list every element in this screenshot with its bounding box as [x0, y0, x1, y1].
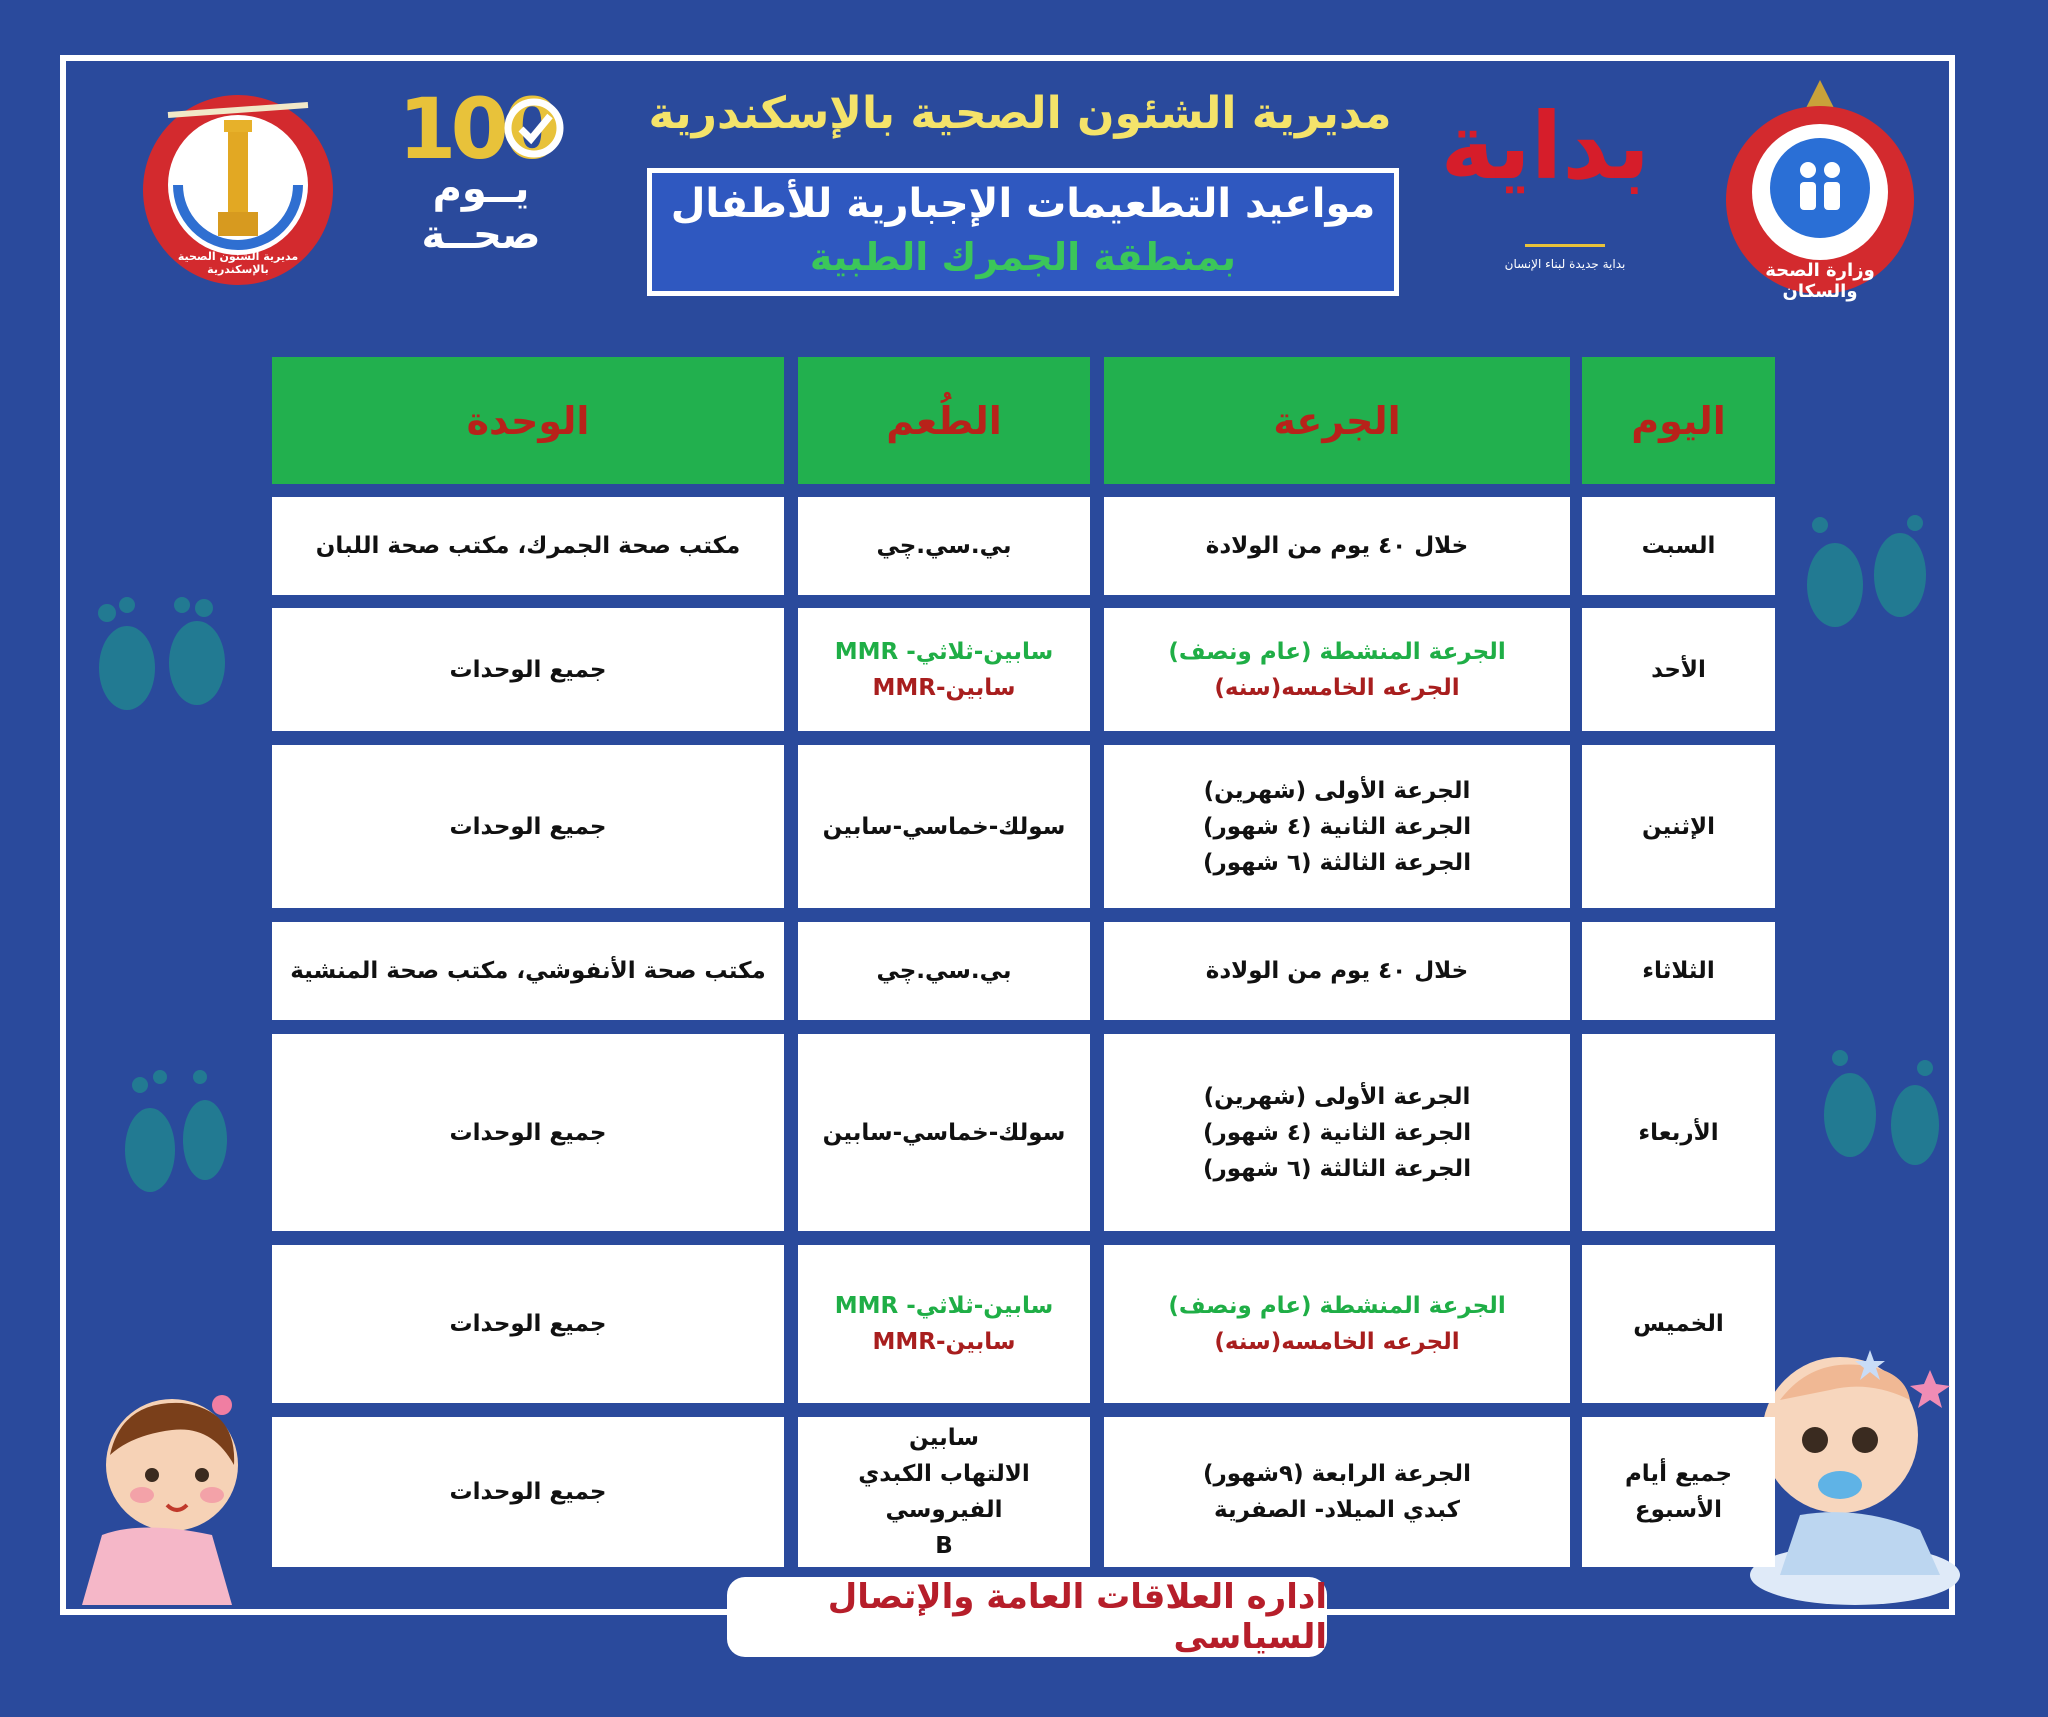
alexandria-health-logo — [138, 90, 338, 290]
table-row-day: الثلاثاء — [1582, 922, 1775, 1020]
dose-line: الجرعه الخامسه(سنه) — [1214, 1329, 1460, 1355]
dose-line: الجرعة الثالثة (٦ شهور) — [1202, 849, 1472, 876]
directorate-title: مديرية الشئون الصحية بالإسكندرية — [648, 88, 1392, 139]
header-day: اليوم — [1582, 357, 1775, 484]
header-unit: الوحدة — [272, 357, 784, 484]
table-row-vaccine — [798, 1245, 1090, 1403]
dose-line: الجرعة المنشطة (عام ونصف) — [1168, 1293, 1506, 1319]
star-icon — [1855, 1350, 1885, 1380]
table-row-unit: مكتب صحة الجمرك، مكتب صحة اللبان — [272, 497, 784, 595]
table-row-dose — [1104, 1034, 1570, 1231]
footprints-icon — [1790, 505, 1940, 635]
days100-text-health: صحــة — [421, 212, 541, 258]
vaccine-line: سابين-MMR — [872, 1329, 1016, 1355]
header-dose: الجرعة — [1104, 357, 1570, 484]
footer-department: اداره العلاقات العامة والإتصال السياسى — [727, 1577, 1327, 1657]
dose-line: الجرعة المنشطة (عام ونصف) — [1168, 638, 1506, 665]
table-row-dose — [1104, 497, 1570, 595]
dose-line: خلال ٤٠ يوم من الولادة — [1205, 958, 1469, 984]
vaccine-line: بي.سي.چي — [876, 533, 1012, 559]
vaccine-line: الالتهاب الكبدي الفيروسي — [858, 1461, 1030, 1523]
table-row-vaccine — [798, 1034, 1090, 1231]
vaccine-line: بي.سي.چي — [876, 958, 1012, 984]
alexandria-logo-text: مديرية الشئون الصحية بالإسكندرية — [177, 250, 299, 276]
vaccine-line: سابين — [909, 1425, 979, 1451]
vaccine-line: سابين-ثلاثي- MMR — [834, 1293, 1054, 1319]
table-row-dose — [1104, 608, 1570, 731]
dose-line: الجرعة الثانية (٤ شهور) — [1202, 813, 1472, 840]
vaccine-line: B — [935, 1533, 953, 1559]
dose-line: كبدي الميلاد- الصفرية — [1214, 1497, 1460, 1523]
days100-number: 100 — [398, 80, 556, 178]
subtitle-region: بمنطقة الجمرك الطبية — [809, 235, 1237, 279]
table-row-unit: جميع الوحدات — [272, 745, 784, 908]
footprints-icon — [72, 583, 242, 718]
table-row-dose — [1104, 1417, 1570, 1567]
bidaya-caption: بداية جديدة لبناء الإنسان — [1504, 257, 1626, 271]
footprints-icon — [110, 1055, 240, 1205]
header-vaccine: الطُعم — [798, 357, 1090, 484]
dose-line: الجرعة الثالثة (٦ شهور) — [1202, 1155, 1472, 1182]
vaccine-line: سابين-MMR — [872, 674, 1016, 701]
table-row-unit: جميع الوحدات — [272, 1417, 784, 1567]
vaccine-line: سابين-ثلاثي- MMR — [834, 638, 1054, 665]
subtitle-vaccination-schedule: مواعيد التطعيمات الإجبارية للأطفال — [670, 181, 1376, 227]
table-row-unit: جميع الوحدات — [272, 1034, 784, 1231]
vaccine-line: سولك-خماسي-سابين — [822, 813, 1066, 840]
table-row-dose — [1104, 1245, 1570, 1403]
footprints-icon — [1805, 1040, 1955, 1170]
table-row-unit: جميع الوحدات — [272, 608, 784, 731]
baby-girl-illustration — [62, 1385, 262, 1615]
ministry-of-health-logo — [1720, 70, 1920, 300]
bidaya-logo — [1440, 92, 1650, 302]
table-row-vaccine — [798, 745, 1090, 908]
subtitle-box — [647, 168, 1399, 296]
table-row-day: الإثنين — [1582, 745, 1775, 908]
table-row-day: السبت — [1582, 497, 1775, 595]
bidaya-title: بداية — [1440, 93, 1650, 200]
vaccine-line: سولك-خماسي-سابين — [822, 1119, 1066, 1146]
dose-line: خلال ٤٠ يوم من الولادة — [1205, 533, 1469, 559]
table-row-unit: مكتب صحة الأنفوشي، مكتب صحة المنشية — [272, 922, 784, 1020]
table-row-vaccine — [798, 922, 1090, 1020]
table-row-vaccine — [798, 497, 1090, 595]
table-row-day: الأربعاء — [1582, 1034, 1775, 1231]
table-row-unit: جميع الوحدات — [272, 1245, 784, 1403]
days100-logo — [396, 80, 576, 270]
table-row-day: جميع أيام الأسبوع — [1582, 1417, 1775, 1567]
table-row-day: الأحد — [1582, 608, 1775, 731]
table-row-vaccine — [798, 1417, 1090, 1567]
dose-line: الجرعة الأولى (شهرين) — [1203, 1083, 1471, 1110]
table-row-vaccine — [798, 608, 1090, 731]
days100-text-day: يــوم — [432, 166, 530, 212]
dose-line: الجرعة الرابعة (٩شهور) — [1203, 1461, 1471, 1487]
bidaya-divider — [1525, 244, 1605, 247]
ministry-arabic-text: وزارة الصحة والسكان — [1765, 260, 1875, 302]
table-row-day: الخميس — [1582, 1245, 1775, 1403]
checkmark-icon — [504, 98, 564, 158]
table-row-dose — [1104, 745, 1570, 908]
dose-line: الجرعه الخامسه(سنه) — [1214, 674, 1460, 701]
vaccination-schedule-table — [272, 357, 1775, 1567]
dose-line: الجرعة الأولى (شهرين) — [1203, 777, 1471, 804]
dose-line: الجرعة الثانية (٤ شهور) — [1202, 1119, 1472, 1146]
table-row-dose — [1104, 922, 1570, 1020]
